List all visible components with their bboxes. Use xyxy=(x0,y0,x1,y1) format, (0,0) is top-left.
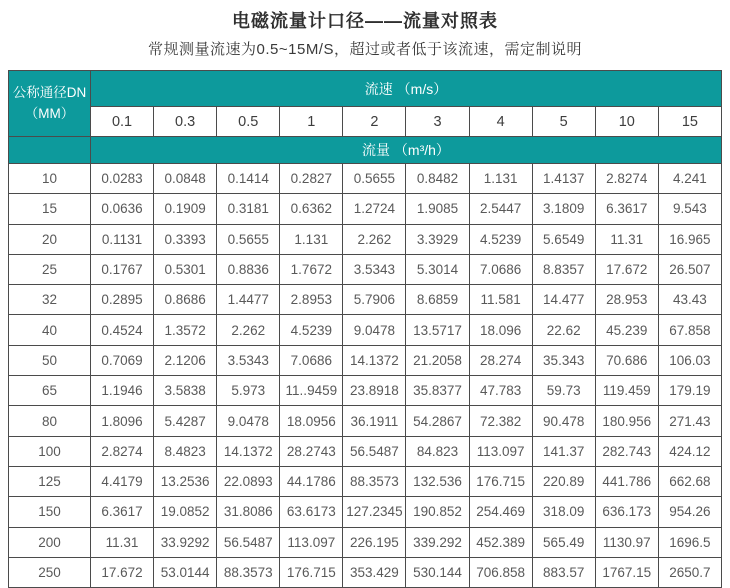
flow-value-cell: 8.4823 xyxy=(154,436,217,466)
flow-value-cell: 8.6859 xyxy=(406,285,469,315)
dn-value-cell: 32 xyxy=(9,285,91,315)
flow-value-cell: 5.4287 xyxy=(154,406,217,436)
flow-value-cell: 59.73 xyxy=(532,376,595,406)
flow-value-cell: 9.0478 xyxy=(343,315,406,345)
flow-value-cell: 67.858 xyxy=(658,315,721,345)
flow-value-cell: 2.8274 xyxy=(595,164,658,194)
flow-value-cell: 4.241 xyxy=(658,164,721,194)
flow-value-cell: 11.581 xyxy=(469,285,532,315)
flow-value-cell: 318.09 xyxy=(532,497,595,527)
table-row xyxy=(9,527,722,557)
speed-value-cell: 1 xyxy=(280,107,343,137)
flow-value-cell: 0.0848 xyxy=(154,164,217,194)
flow-value-cell: 4.5239 xyxy=(280,315,343,345)
table-row xyxy=(9,164,722,194)
flow-value-cell: 119.459 xyxy=(595,376,658,406)
flow-value-cell: 424.12 xyxy=(658,436,721,466)
flow-value-cell: 3.3929 xyxy=(406,224,469,254)
flow-value-cell: 1.1946 xyxy=(91,376,154,406)
flow-value-cell: 1.2724 xyxy=(343,194,406,224)
flow-value-cell: 662.68 xyxy=(658,466,721,496)
speed-value-cell: 0.5 xyxy=(217,107,280,137)
table-row xyxy=(9,497,722,527)
flow-value-cell: 8.8357 xyxy=(532,254,595,284)
dn-value-cell: 125 xyxy=(9,466,91,496)
flow-value-cell: 0.1909 xyxy=(154,194,217,224)
dn-value-cell: 150 xyxy=(9,497,91,527)
flow-value-cell: 26.507 xyxy=(658,254,721,284)
flow-value-cell: 0.5655 xyxy=(217,224,280,254)
speed-value-cell: 3 xyxy=(406,107,469,137)
flow-value-cell: 1696.5 xyxy=(658,527,721,557)
table-row xyxy=(9,466,722,496)
flow-value-cell: 0.7069 xyxy=(91,345,154,375)
flow-value-cell: 47.783 xyxy=(469,376,532,406)
table-row xyxy=(9,557,722,587)
dn-value-cell: 25 xyxy=(9,254,91,284)
flow-value-cell: 141.37 xyxy=(532,436,595,466)
flow-value-cell: 9.0478 xyxy=(217,406,280,436)
flow-value-cell: 5.973 xyxy=(217,376,280,406)
flow-value-cell: 53.0144 xyxy=(154,557,217,587)
flow-value-cell: 1767.15 xyxy=(595,557,658,587)
flow-value-cell: 16.965 xyxy=(658,224,721,254)
table-row xyxy=(9,194,722,224)
table-row xyxy=(9,406,722,436)
page-subtitle: 常规测量流速为0.5~15M/S，超过或者低于该流速，需定制说明 xyxy=(148,41,582,58)
flow-value-cell: 179.19 xyxy=(658,376,721,406)
flow-value-cell: 0.5301 xyxy=(154,254,217,284)
speed-value-cell: 4 xyxy=(469,107,532,137)
flow-value-cell: 0.8482 xyxy=(406,164,469,194)
flow-value-cell: 28.2743 xyxy=(280,436,343,466)
table-row xyxy=(9,376,722,406)
flow-value-cell: 0.2827 xyxy=(280,164,343,194)
flow-value-cell: 33.9292 xyxy=(154,527,217,557)
flow-value-cell: 0.8836 xyxy=(217,254,280,284)
flow-value-cell: 0.3393 xyxy=(154,224,217,254)
flow-value-cell: 176.715 xyxy=(469,466,532,496)
dn-header-line2: （MM） xyxy=(24,105,75,121)
flow-value-cell: 14.1372 xyxy=(343,345,406,375)
flow-value-cell: 3.1809 xyxy=(532,194,595,224)
flow-value-cell: 6.3617 xyxy=(91,497,154,527)
flow-value-cell: 21.2058 xyxy=(406,345,469,375)
flow-group-header: 流量 （m³/h） xyxy=(91,137,722,164)
flow-value-cell: 23.8918 xyxy=(343,376,406,406)
dn-value-cell: 15 xyxy=(9,194,91,224)
flow-value-cell: 3.5838 xyxy=(154,376,217,406)
flow-value-cell: 18.096 xyxy=(469,315,532,345)
speed-value-cell: 2 xyxy=(343,107,406,137)
table-row xyxy=(9,315,722,345)
flow-value-cell: 1.4477 xyxy=(217,285,280,315)
flow-value-cell: 0.0636 xyxy=(91,194,154,224)
flow-value-cell: 1.131 xyxy=(280,224,343,254)
flow-value-cell: 45.239 xyxy=(595,315,658,345)
flow-value-cell: 452.389 xyxy=(469,527,532,557)
flow-value-cell: 2.5447 xyxy=(469,194,532,224)
flow-value-cell: 0.4524 xyxy=(91,315,154,345)
flow-value-cell: 127.2345 xyxy=(343,497,406,527)
flow-value-cell: 271.43 xyxy=(658,406,721,436)
flow-value-cell: 4.4179 xyxy=(91,466,154,496)
flow-value-cell: 9.543 xyxy=(658,194,721,224)
table-row xyxy=(9,224,722,254)
flow-value-cell: 2650.7 xyxy=(658,557,721,587)
flow-value-cell: 28.953 xyxy=(595,285,658,315)
flow-value-cell: 706.858 xyxy=(469,557,532,587)
flow-value-cell: 282.743 xyxy=(595,436,658,466)
table-header xyxy=(9,71,722,164)
flow-value-cell: 56.5487 xyxy=(343,436,406,466)
flow-value-cell: 36.1911 xyxy=(343,406,406,436)
flow-value-cell: 7.0686 xyxy=(469,254,532,284)
flow-value-cell: 180.956 xyxy=(595,406,658,436)
flow-value-cell: 1.7672 xyxy=(280,254,343,284)
flow-value-cell: 5.3014 xyxy=(406,254,469,284)
flow-value-cell: 883.57 xyxy=(532,557,595,587)
flow-value-cell: 0.8686 xyxy=(154,285,217,315)
flow-value-cell: 28.274 xyxy=(469,345,532,375)
flow-value-cell: 0.1131 xyxy=(91,224,154,254)
table-row xyxy=(9,254,722,284)
flow-value-cell: 17.672 xyxy=(91,557,154,587)
dn-value-cell: 10 xyxy=(9,164,91,194)
table-row xyxy=(9,345,722,375)
flow-value-cell: 1.9085 xyxy=(406,194,469,224)
flow-value-cell: 43.43 xyxy=(658,285,721,315)
flow-value-cell: 2.262 xyxy=(217,315,280,345)
flow-value-cell: 3.5343 xyxy=(217,345,280,375)
dn-value-cell: 100 xyxy=(9,436,91,466)
table-row xyxy=(9,436,722,466)
dn-header-cell xyxy=(9,71,91,137)
flow-value-cell: 3.5343 xyxy=(343,254,406,284)
blank-header-cell xyxy=(9,137,91,164)
flow-value-cell: 70.686 xyxy=(595,345,658,375)
speed-value-cell: 10 xyxy=(595,107,658,137)
flow-value-cell: 11.31 xyxy=(595,224,658,254)
flow-value-cell: 7.0686 xyxy=(280,345,343,375)
speed-value-cell: 5 xyxy=(532,107,595,137)
flow-value-cell: 84.823 xyxy=(406,436,469,466)
flow-value-cell: 565.49 xyxy=(532,527,595,557)
flow-value-cell: 56.5487 xyxy=(217,527,280,557)
flow-value-cell: 0.6362 xyxy=(280,194,343,224)
flow-value-cell: 113.097 xyxy=(469,436,532,466)
dn-value-cell: 40 xyxy=(9,315,91,345)
dn-value-cell: 250 xyxy=(9,557,91,587)
flow-value-cell: 14.477 xyxy=(532,285,595,315)
flow-value-cell: 5.6549 xyxy=(532,224,595,254)
flow-value-cell: 35.8377 xyxy=(406,376,469,406)
flow-value-cell: 636.173 xyxy=(595,497,658,527)
flow-value-cell: 441.786 xyxy=(595,466,658,496)
flow-value-cell: 35.343 xyxy=(532,345,595,375)
flow-value-cell: 220.89 xyxy=(532,466,595,496)
flow-value-cell: 339.292 xyxy=(406,527,469,557)
flow-value-cell: 90.478 xyxy=(532,406,595,436)
flow-value-cell: 1.131 xyxy=(469,164,532,194)
flow-value-cell: 22.0893 xyxy=(217,466,280,496)
speed-value-cell: 0.3 xyxy=(154,107,217,137)
speed-group-row xyxy=(9,71,722,107)
flow-value-cell: 6.3617 xyxy=(595,194,658,224)
flow-value-cell: 1.4137 xyxy=(532,164,595,194)
flow-value-cell: 88.3573 xyxy=(217,557,280,587)
flow-value-cell: 14.1372 xyxy=(217,436,280,466)
dn-value-cell: 200 xyxy=(9,527,91,557)
flow-value-cell: 13.5717 xyxy=(406,315,469,345)
flow-value-cell: 190.852 xyxy=(406,497,469,527)
flow-value-cell: 44.1786 xyxy=(280,466,343,496)
flow-value-cell: 31.8086 xyxy=(217,497,280,527)
flow-value-cell: 11.31 xyxy=(91,527,154,557)
dn-header-line1: 公称通径DN xyxy=(12,84,87,100)
flow-value-cell: 176.715 xyxy=(280,557,343,587)
speed-values-row xyxy=(9,107,722,137)
flow-value-cell: 5.7906 xyxy=(343,285,406,315)
flow-value-cell: 132.536 xyxy=(406,466,469,496)
flow-value-cell: 17.672 xyxy=(595,254,658,284)
flow-value-cell: 1.3572 xyxy=(154,315,217,345)
flow-rate-table xyxy=(8,70,722,588)
flow-value-cell: 1130.97 xyxy=(595,527,658,557)
flow-value-cell: 353.429 xyxy=(343,557,406,587)
flow-value-cell: 18.0956 xyxy=(280,406,343,436)
flow-value-cell: 113.097 xyxy=(280,527,343,557)
flow-value-cell: 22.62 xyxy=(532,315,595,345)
flow-value-cell: 0.5655 xyxy=(343,164,406,194)
flow-value-cell: 530.144 xyxy=(406,557,469,587)
flow-value-cell: 0.3181 xyxy=(217,194,280,224)
flow-value-cell: 226.195 xyxy=(343,527,406,557)
flow-value-cell: 54.2867 xyxy=(406,406,469,436)
dn-value-cell: 65 xyxy=(9,376,91,406)
speed-value-cell: 0.1 xyxy=(91,107,154,137)
flow-value-cell: 0.1767 xyxy=(91,254,154,284)
flow-value-cell: 4.5239 xyxy=(469,224,532,254)
speed-group-header: 流速 （m/s） xyxy=(91,71,722,107)
flow-value-cell: 2.262 xyxy=(343,224,406,254)
dn-value-cell: 80 xyxy=(9,406,91,436)
flow-value-cell: 88.3573 xyxy=(343,466,406,496)
flow-value-cell: 2.1206 xyxy=(154,345,217,375)
table-row xyxy=(9,285,722,315)
flow-value-cell: 11..9459 xyxy=(280,376,343,406)
speed-value-cell: 15 xyxy=(658,107,721,137)
page-title: 电磁流量计口径——流量对照表 xyxy=(232,11,498,31)
flow-value-cell: 13.2536 xyxy=(154,466,217,496)
flow-value-cell: 0.2895 xyxy=(91,285,154,315)
table-body xyxy=(9,164,722,588)
flow-group-row xyxy=(9,137,722,164)
flow-value-cell: 0.1414 xyxy=(217,164,280,194)
flow-value-cell: 254.469 xyxy=(469,497,532,527)
flow-value-cell: 72.382 xyxy=(469,406,532,436)
dn-value-cell: 50 xyxy=(9,345,91,375)
flow-value-cell: 2.8274 xyxy=(91,436,154,466)
dn-value-cell: 20 xyxy=(9,224,91,254)
flow-value-cell: 1.8096 xyxy=(91,406,154,436)
flow-value-cell: 106.03 xyxy=(658,345,721,375)
flow-value-cell: 954.26 xyxy=(658,497,721,527)
flow-value-cell: 19.0852 xyxy=(154,497,217,527)
flow-value-cell: 63.6173 xyxy=(280,497,343,527)
flow-value-cell: 2.8953 xyxy=(280,285,343,315)
flow-value-cell: 0.0283 xyxy=(91,164,154,194)
